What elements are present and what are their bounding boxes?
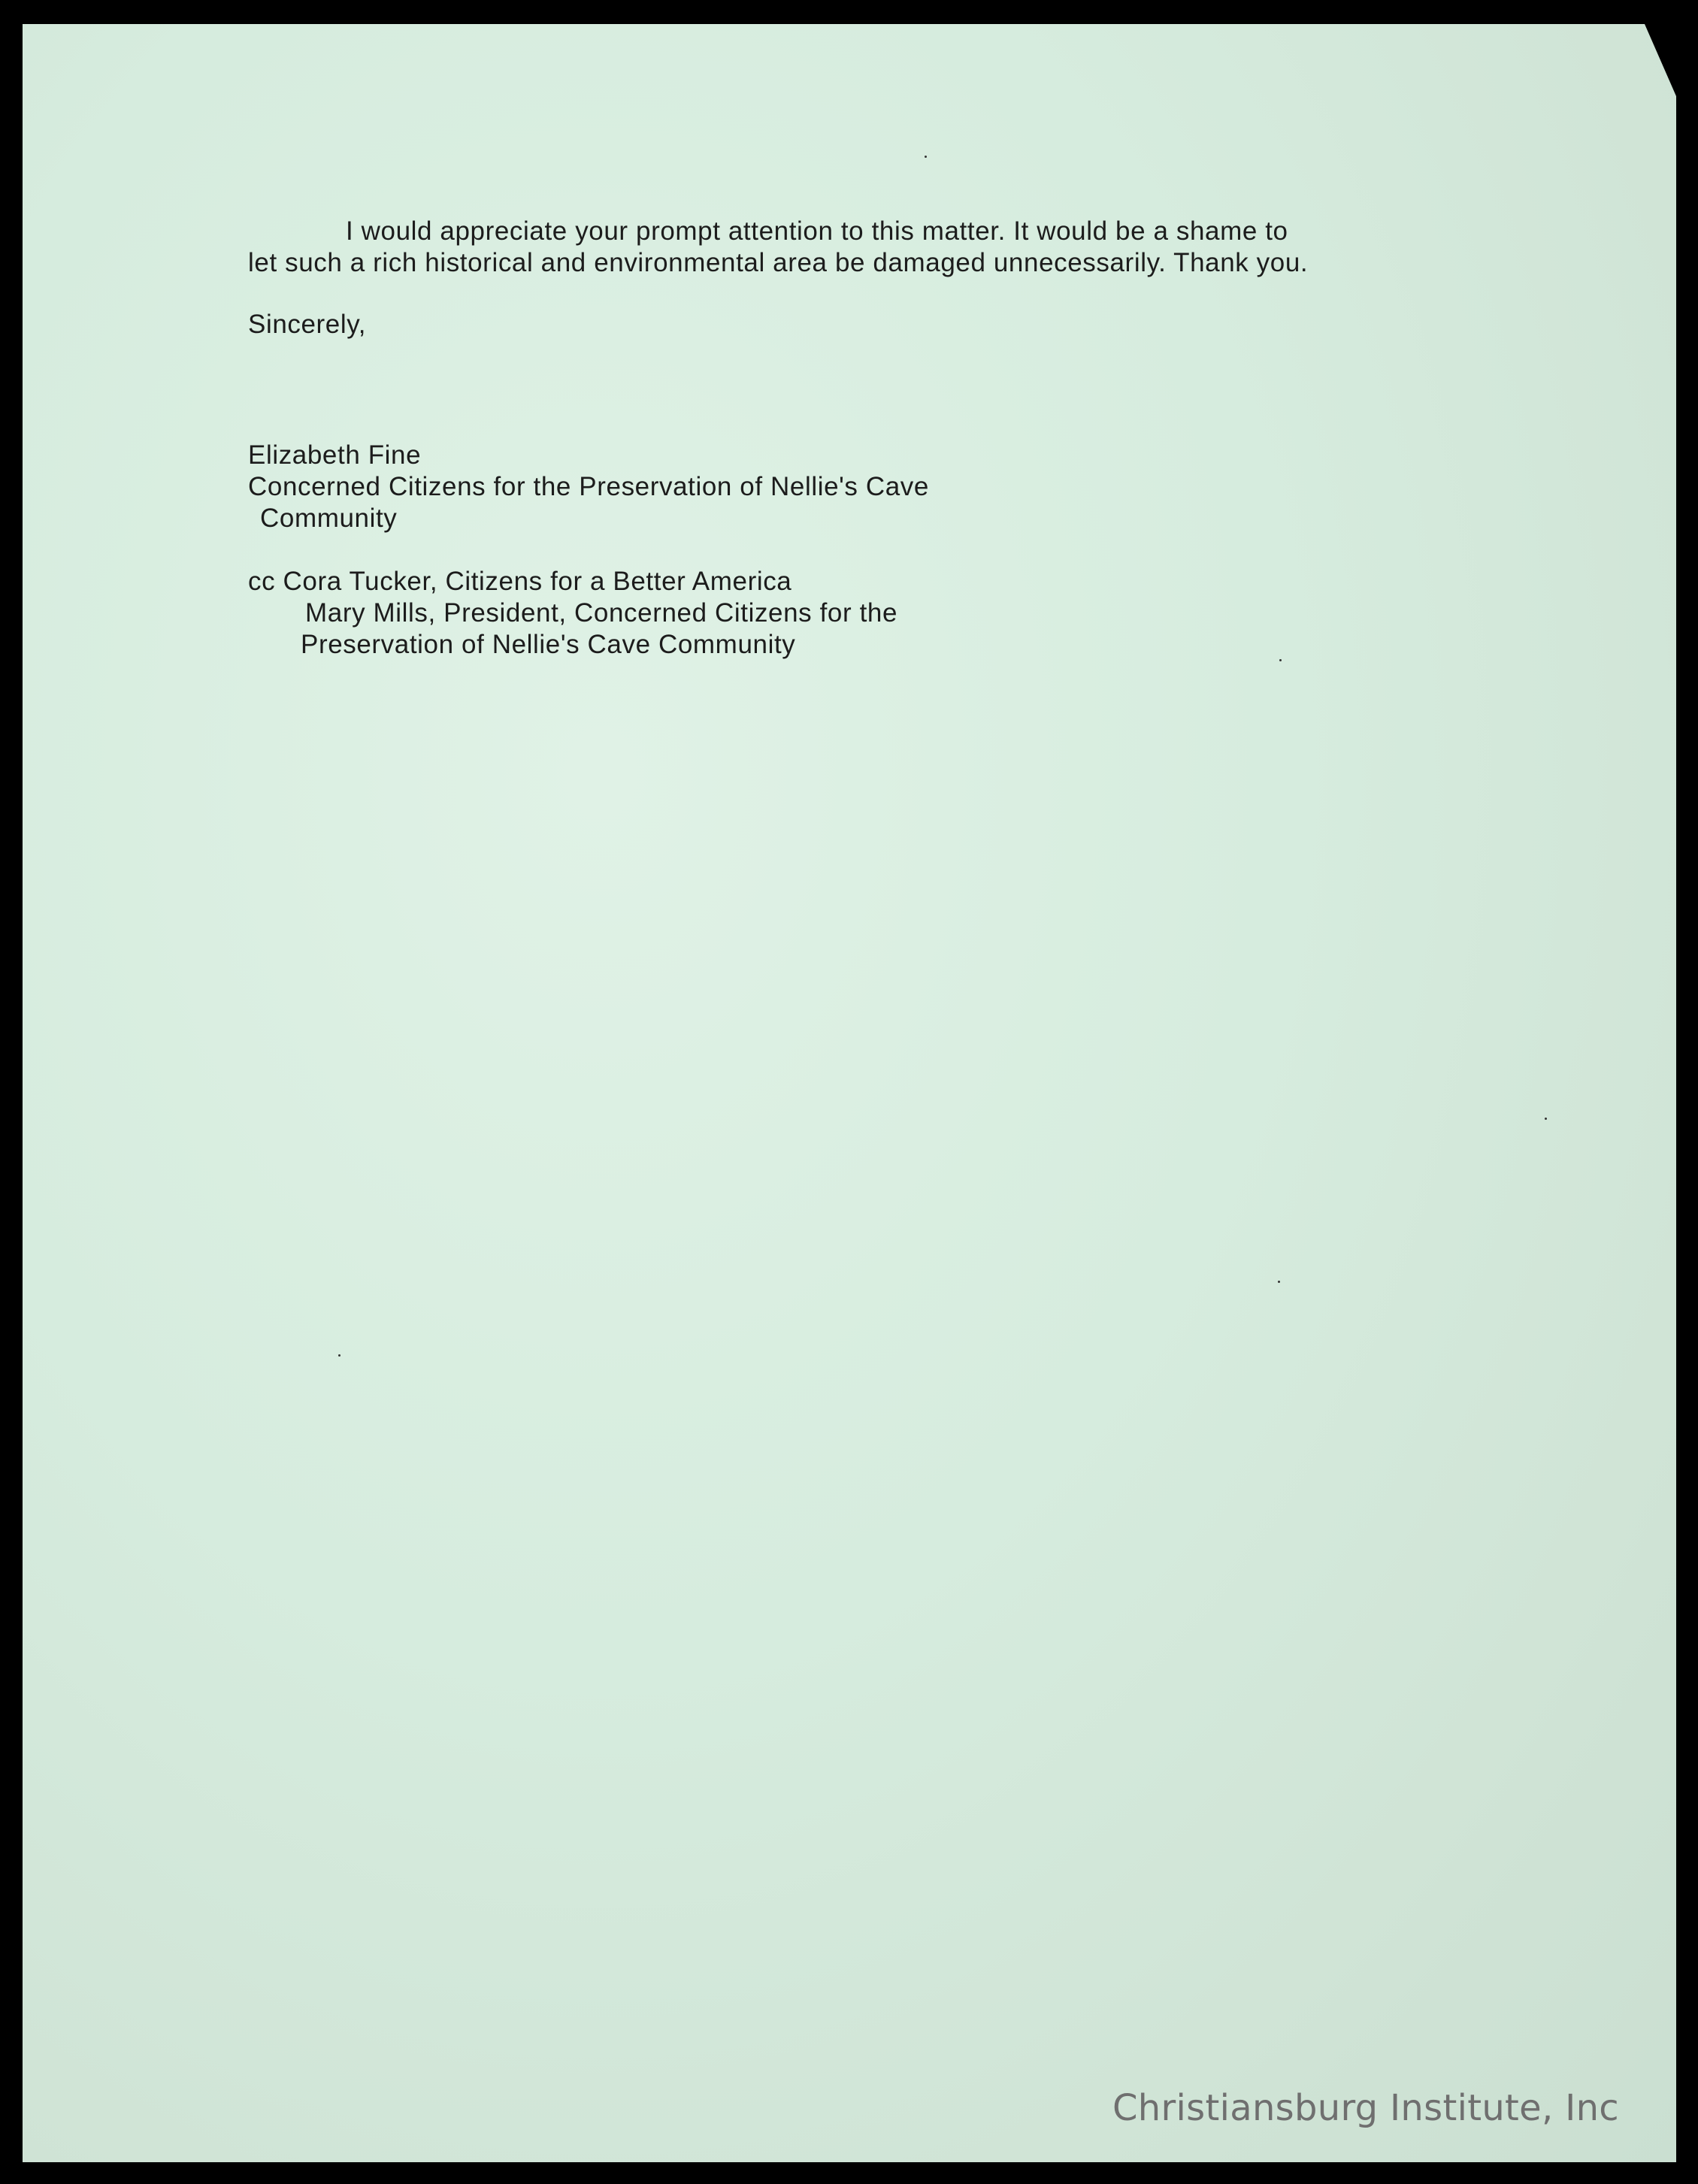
paper-speck: [1278, 1281, 1280, 1283]
signoff: Sincerely,: [248, 310, 367, 339]
cc-line: Mary Mills, President, Concerned Citizens for the: [305, 598, 898, 628]
cc-line: cc Cora Tucker, Citizens for a Better America: [248, 567, 792, 596]
closing-paragraph: [248, 216, 1451, 279]
paper-speck: [925, 156, 927, 158]
signer-block: [248, 440, 1451, 534]
signer-organization: Concerned Citizens for the Preservation of Nellie's Cave: [248, 472, 929, 501]
signer-organization-continued: Community: [260, 504, 398, 533]
letter-body: [248, 216, 1451, 661]
cc-line: Preservation of Nellie's Cave Community: [301, 630, 796, 659]
cc-block: [248, 566, 1451, 661]
signer-name: Elizabeth Fine: [248, 440, 422, 470]
archive-watermark: Christiansburg Institute, Inc: [1112, 2087, 1619, 2129]
closing-paragraph-line: let such a rich historical and environmental area be damaged unnecessarily. Thank you.: [248, 248, 1309, 277]
closing-paragraph-line: I would appreciate your prompt attention to this matter. It would be a shame to: [346, 216, 1288, 246]
paper-speck: [338, 1354, 341, 1357]
paper-speck: [1545, 1118, 1547, 1120]
